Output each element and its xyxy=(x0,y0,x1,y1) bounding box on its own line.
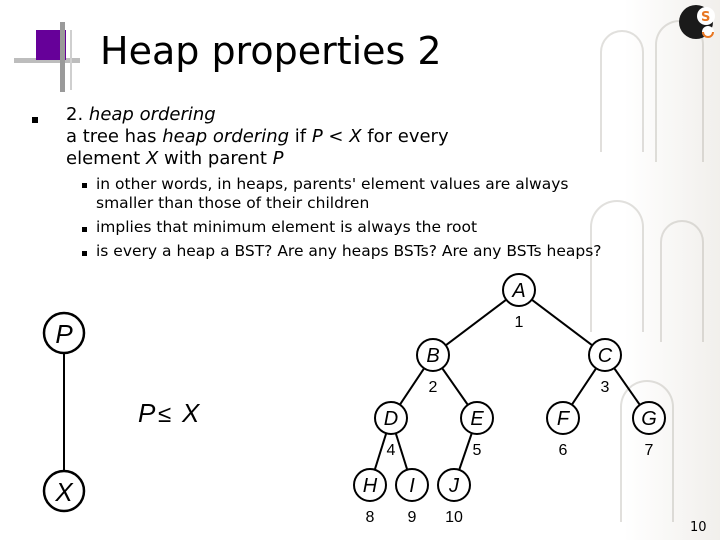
tree-edge xyxy=(400,368,424,404)
relation-x: X xyxy=(182,398,200,428)
tree-nodes xyxy=(354,274,665,526)
bullet-icon xyxy=(82,251,87,256)
tree-node-label: I xyxy=(409,475,415,497)
main-bullet-text xyxy=(66,104,449,170)
svg-text:S: S xyxy=(701,10,711,25)
tree-edge xyxy=(396,433,407,469)
tree-node-index: 3 xyxy=(600,379,610,396)
main-line-1 xyxy=(66,104,449,126)
text: a tree has xyxy=(66,126,163,147)
bullet-icon xyxy=(32,117,38,123)
var-x: X xyxy=(349,126,362,147)
tree-node-label: C xyxy=(597,345,613,367)
sub-bullet-text: implies that minimum element is always the root xyxy=(96,218,478,236)
tree-edge xyxy=(446,300,506,346)
bullet-icon xyxy=(82,183,87,188)
tree-node-label: E xyxy=(470,408,484,430)
tree-edge xyxy=(572,368,596,404)
tree-node-index: 1 xyxy=(514,314,524,331)
text: with parent xyxy=(158,148,273,169)
decorative-bar xyxy=(70,30,72,90)
tree-node-label: F xyxy=(556,408,570,430)
tree-node-label: A xyxy=(512,280,526,302)
tree-node-label: D xyxy=(383,408,399,430)
relation-p: P xyxy=(138,398,156,428)
var-p: P xyxy=(272,148,284,169)
italic-term: heap ordering xyxy=(88,104,216,125)
tree-node-label: B xyxy=(426,345,440,367)
tree-node-label: H xyxy=(362,475,378,497)
tree-node-index: 8 xyxy=(365,509,375,526)
tree-node-index: 2 xyxy=(428,379,438,396)
node-x-label: X xyxy=(55,477,73,507)
heap-tree-diagram xyxy=(340,268,680,530)
tree-node-index: 4 xyxy=(386,442,396,459)
text: element xyxy=(66,148,146,169)
university-logo-icon xyxy=(676,2,718,42)
tree-edge xyxy=(459,433,472,470)
text: if xyxy=(289,126,312,147)
main-line-2 xyxy=(66,126,449,148)
tree-node-index: 7 xyxy=(644,442,654,459)
tree-edge xyxy=(442,368,468,405)
main-line-3 xyxy=(66,148,449,170)
slide-title: Heap properties 2 xyxy=(100,29,442,73)
parent-child-diagram xyxy=(0,300,240,530)
relation-operator: ≤ xyxy=(158,401,172,428)
tree-edge xyxy=(614,368,640,405)
sub-bullet-text: is every a heap a BST? Are any heaps BSTs? Are any BSTs heaps? xyxy=(96,242,602,260)
var-p: P xyxy=(311,126,323,147)
tree-node-index: 6 xyxy=(558,442,568,459)
decorative-bar xyxy=(60,22,65,92)
tree-edge xyxy=(532,300,592,346)
text: 2. xyxy=(66,104,89,125)
var-x: X xyxy=(145,148,159,169)
bullet-icon xyxy=(82,227,87,232)
italic-term: heap ordering xyxy=(162,126,290,147)
text: for every xyxy=(361,126,449,147)
slide-number: 10 xyxy=(690,520,707,535)
tree-node-index: 5 xyxy=(472,442,482,459)
sub-bullet-text: in other words, in heaps, parents' element values are always xyxy=(96,175,569,193)
tree-node-label: G xyxy=(641,408,657,430)
tree-node-label: J xyxy=(449,475,459,497)
text: < xyxy=(322,126,350,147)
tree-edge xyxy=(375,433,386,469)
tree-node-index: 9 xyxy=(407,509,417,526)
node-p-label: P xyxy=(55,319,73,349)
sub-bullet-text: smaller than those of their children xyxy=(96,194,370,212)
tree-node-index: 10 xyxy=(445,509,463,526)
